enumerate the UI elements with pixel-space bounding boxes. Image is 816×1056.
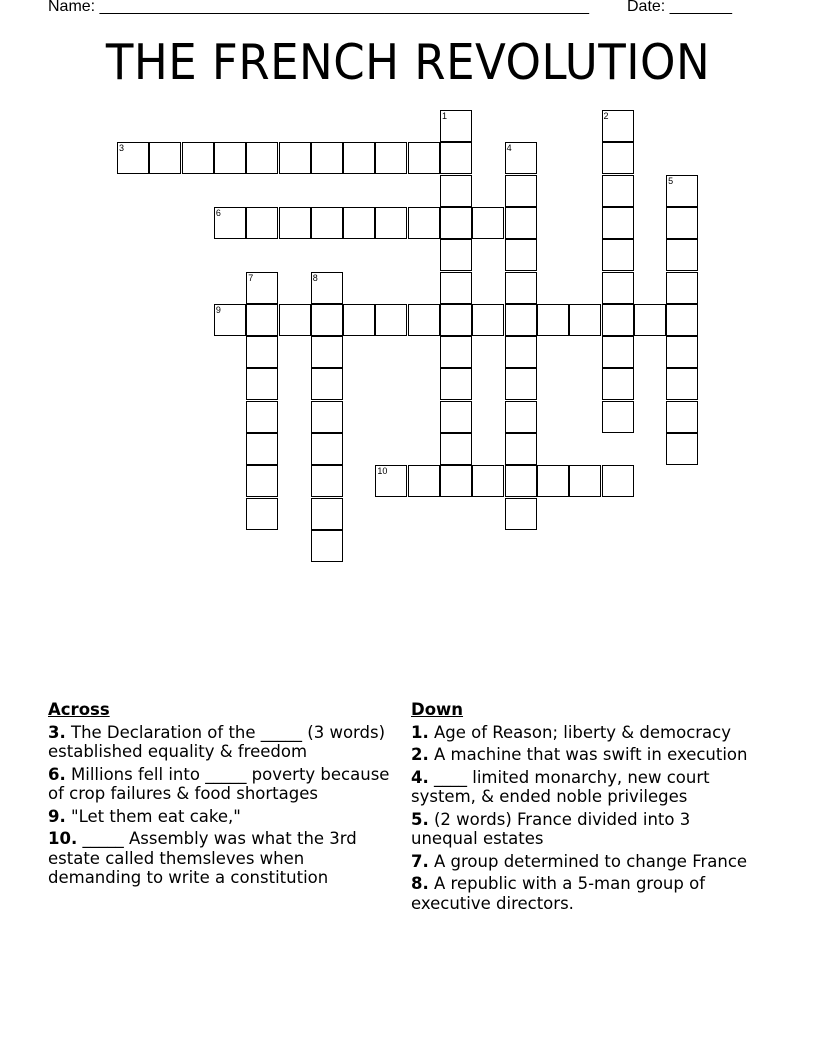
grid-cell xyxy=(311,142,343,174)
grid-cell xyxy=(666,401,698,433)
grid-cell xyxy=(440,207,472,239)
grid-cell xyxy=(440,175,472,207)
grid-cell xyxy=(246,368,278,400)
grid-cell xyxy=(214,304,246,336)
grid-cell xyxy=(472,207,504,239)
down-clue-4: 4. ____ limited monarchy, new court system, & ended noble privileges xyxy=(411,767,710,806)
grid-cell xyxy=(602,175,634,207)
grid-cell xyxy=(117,142,149,174)
grid-cell xyxy=(311,207,343,239)
down-clue-2: 2. A machine that was swift in execution xyxy=(411,745,748,764)
grid-cell-number: 4 xyxy=(506,143,512,154)
grid-cell-number: 3 xyxy=(119,143,125,154)
down-clue-1: 1. Age of Reason; liberty & democracy xyxy=(411,722,732,742)
grid-cell xyxy=(408,207,440,239)
grid-cell xyxy=(472,304,504,336)
grid-cell xyxy=(505,433,537,465)
grid-cell xyxy=(311,272,343,304)
grid-cell xyxy=(602,110,634,142)
grid-cell xyxy=(505,465,537,497)
grid-cell xyxy=(602,336,634,368)
grid-cell xyxy=(214,207,246,239)
grid-cell-number: 9 xyxy=(215,304,221,315)
grid-cell xyxy=(440,401,472,433)
grid-cell xyxy=(505,401,537,433)
grid-cell xyxy=(602,304,634,336)
grid-cell xyxy=(311,465,343,497)
grid-cell xyxy=(408,465,440,497)
grid-cell-number: 7 xyxy=(248,272,254,283)
grid-cell xyxy=(537,465,569,497)
grid-cell-number: 6 xyxy=(215,207,221,218)
grid-cell xyxy=(246,272,278,304)
grid-cell xyxy=(182,142,214,174)
grid-cell xyxy=(408,142,440,174)
grid-cell xyxy=(505,368,537,400)
grid-cell-number: 1 xyxy=(442,111,448,121)
grid-cell xyxy=(375,304,407,336)
grid-cell xyxy=(440,272,472,304)
grid-cell xyxy=(602,272,634,304)
grid-cell xyxy=(214,142,246,174)
grid-cell xyxy=(440,239,472,271)
grid-cell xyxy=(279,207,311,239)
grid-cell xyxy=(666,336,698,368)
grid-cell xyxy=(440,110,472,142)
grid-cell xyxy=(343,207,375,239)
across-clues xyxy=(48,700,393,891)
across-clue-9: 9. "Let them eat cake," xyxy=(48,806,241,826)
grid-cell xyxy=(569,465,601,497)
grid-cell xyxy=(602,239,634,271)
grid-cell xyxy=(602,207,634,239)
grid-cell xyxy=(440,336,472,368)
across-clue-6: 6. Millions fell into _____ poverty because of crop failures & food shortages xyxy=(48,764,390,803)
grid-cell xyxy=(375,207,407,239)
grid-cell xyxy=(666,175,698,207)
grid-cell xyxy=(375,142,407,174)
grid-cell-number: 8 xyxy=(312,272,318,283)
grid-cell xyxy=(149,142,181,174)
grid-cell xyxy=(246,336,278,368)
grid-cell xyxy=(279,142,311,174)
grid-cell xyxy=(666,368,698,400)
grid-cell xyxy=(505,239,537,271)
down-clue-5: 5. (2 words) France divided into 3 unequal estates xyxy=(411,809,691,848)
grid-cell xyxy=(505,304,537,336)
grid-cell xyxy=(311,530,343,562)
grid-cell xyxy=(343,304,375,336)
grid-cell xyxy=(311,336,343,368)
name-line: Name: _______________________________________________________ xyxy=(48,0,589,15)
grid-cell xyxy=(505,207,537,239)
grid-cell xyxy=(440,433,472,465)
grid-cell xyxy=(666,433,698,465)
grid-cell xyxy=(505,336,537,368)
grid-cell xyxy=(246,207,278,239)
across-heading: Across xyxy=(48,700,110,719)
grid-cell xyxy=(343,142,375,174)
grid-cell xyxy=(311,368,343,400)
grid-cell xyxy=(666,239,698,271)
grid-cell xyxy=(246,304,278,336)
page-title: THE FRENCH REVOLUTION xyxy=(105,34,711,91)
grid-cell xyxy=(505,272,537,304)
grid-cell-number: 2 xyxy=(603,111,609,121)
grid-cell xyxy=(602,401,634,433)
grid-cell xyxy=(440,465,472,497)
grid-cell xyxy=(505,498,537,530)
grid-cell xyxy=(311,304,343,336)
grid-cell xyxy=(602,368,634,400)
grid-cell xyxy=(666,304,698,336)
grid-cell xyxy=(505,142,537,174)
grid-cell xyxy=(279,304,311,336)
across-clue-3: 3. The Declaration of the _____ (3 words) established equality & freedom xyxy=(48,722,386,761)
grid-cell xyxy=(246,433,278,465)
grid-cell xyxy=(246,401,278,433)
grid-cell-number: 10 xyxy=(377,466,388,477)
grid-cell xyxy=(246,465,278,497)
grid-cell xyxy=(311,401,343,433)
grid-cell xyxy=(246,498,278,530)
grid-cell xyxy=(505,175,537,207)
grid-cell xyxy=(602,465,634,497)
grid-cell xyxy=(375,465,407,497)
grid-cell xyxy=(311,498,343,530)
grid-cell xyxy=(440,304,472,336)
grid-cell xyxy=(246,142,278,174)
down-clue-8: 8. A republic with a 5-man group of executive directors. xyxy=(411,874,706,913)
grid-cell xyxy=(472,465,504,497)
grid-cell xyxy=(666,207,698,239)
grid-cell xyxy=(537,304,569,336)
down-heading: Down xyxy=(411,700,464,719)
grid-cell xyxy=(440,368,472,400)
date-line: Date: _______ xyxy=(627,0,732,15)
grid-cell xyxy=(634,304,666,336)
grid-cell xyxy=(408,304,440,336)
grid-cell xyxy=(666,272,698,304)
down-clues xyxy=(411,700,761,916)
grid-cell xyxy=(602,142,634,174)
grid-cell xyxy=(569,304,601,336)
grid-cell-number: 5 xyxy=(668,175,674,186)
across-clue-10: 10. _____ Assembly was what the 3rd estate called themsleves when demanding to write a constitution xyxy=(48,829,357,887)
grid-cell xyxy=(311,433,343,465)
down-clue-7: 7. A group determined to change France xyxy=(411,851,748,871)
grid-cell xyxy=(440,142,472,174)
